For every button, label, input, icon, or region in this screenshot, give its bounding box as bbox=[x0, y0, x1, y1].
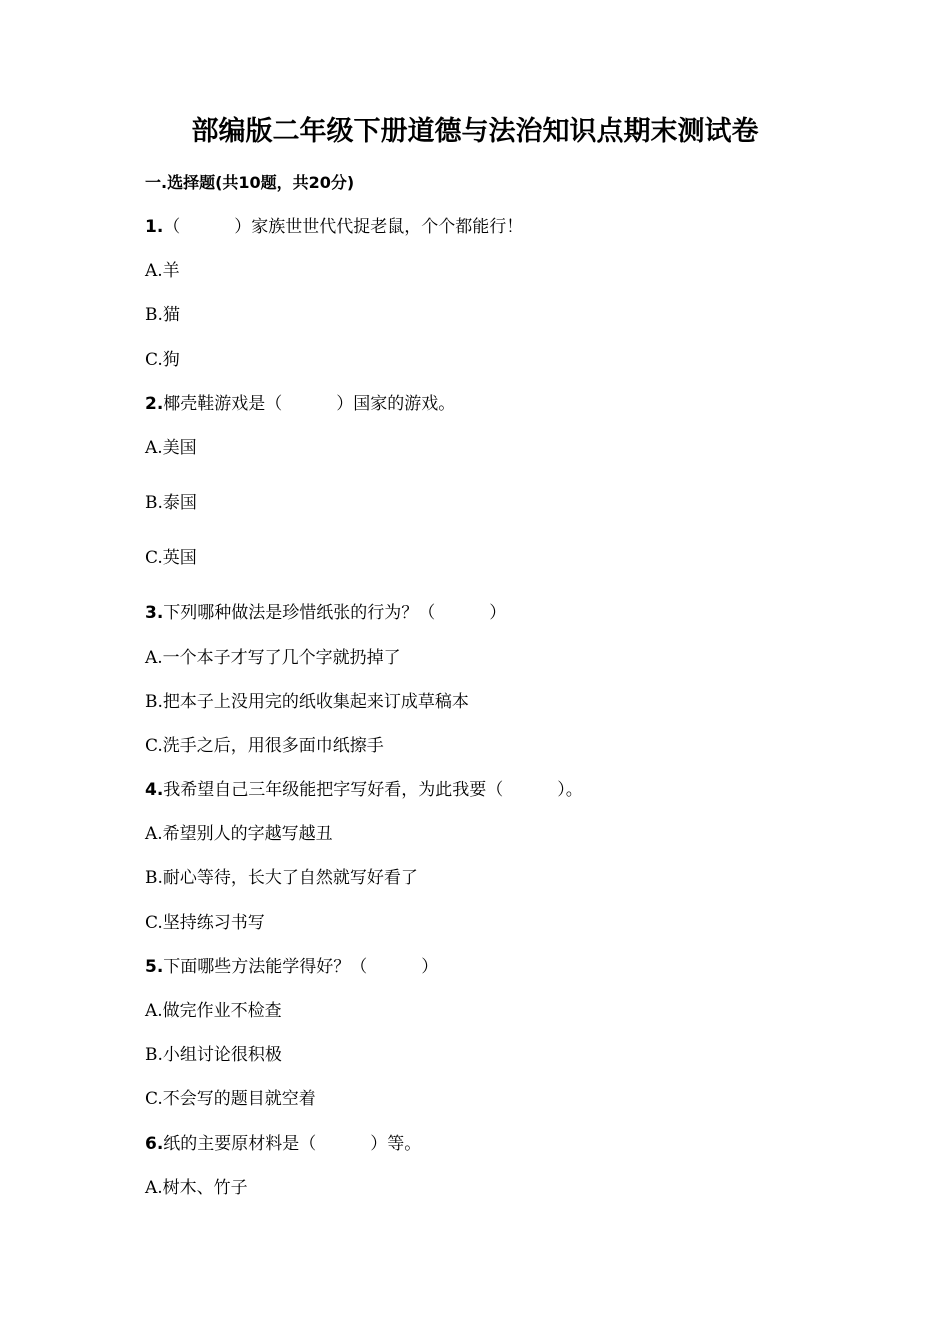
question-stem-end: ）等。 bbox=[370, 1134, 422, 1154]
option-4c: C.坚持练习书写 bbox=[145, 913, 265, 933]
option-1a: A.羊 bbox=[145, 261, 180, 281]
question-stem-end: ）国家的游戏。 bbox=[336, 394, 456, 414]
option-5a: A.做完作业不检查 bbox=[145, 1001, 282, 1021]
question-number: 6. bbox=[145, 1134, 164, 1154]
question-stem-end: ）家族世世代代捉老鼠，个个都能行！ bbox=[234, 217, 524, 237]
question-stem-start: 纸的主要原材料是（ bbox=[163, 1134, 317, 1154]
option-4b: B.耐心等待，长大了自然就写好看了 bbox=[145, 868, 418, 888]
question-number: 3. bbox=[145, 603, 164, 623]
question-number: 2. bbox=[145, 394, 164, 414]
section-heading: 一.选择题(共10题，共20分) bbox=[145, 173, 355, 192]
option-4a: A.希望别人的字越写越丑 bbox=[145, 824, 333, 844]
question-stem-start: 下面哪些方法能学得好？（ bbox=[163, 957, 368, 977]
option-1b: B.猫 bbox=[145, 305, 180, 325]
question-5 bbox=[145, 954, 438, 980]
option-3b: B.把本子上没用完的纸收集起来订成草稿本 bbox=[145, 692, 469, 712]
question-stem-start: （ bbox=[163, 217, 181, 237]
question-3 bbox=[145, 600, 506, 626]
question-4 bbox=[145, 777, 583, 803]
question-6 bbox=[145, 1131, 421, 1157]
option-2a: A.美国 bbox=[145, 438, 197, 458]
option-5c: C.不会写的题目就空着 bbox=[145, 1089, 316, 1109]
option-3a: A.一个本子才写了几个字就扔掉了 bbox=[145, 648, 401, 668]
question-number: 4. bbox=[145, 780, 164, 800]
question-number: 5. bbox=[145, 957, 164, 977]
question-stem-start: 我希望自己三年级能把字写好看，为此我要（ bbox=[163, 780, 504, 800]
option-5b: B.小组讨论很积极 bbox=[145, 1045, 282, 1065]
question-2 bbox=[145, 391, 455, 417]
question-number: 1. bbox=[145, 217, 164, 237]
question-stem-start: 椰壳鞋游戏是（ bbox=[163, 394, 283, 414]
question-stem-end: ） bbox=[489, 603, 507, 623]
question-stem-start: 下列哪种做法是珍惜纸张的行为？（ bbox=[163, 603, 436, 623]
question-stem-end: ）。 bbox=[557, 780, 583, 800]
option-3c: C.洗手之后，用很多面巾纸擦手 bbox=[145, 736, 384, 756]
question-1 bbox=[145, 214, 523, 240]
option-6a: A.树木、竹子 bbox=[145, 1178, 248, 1198]
option-2b: B.泰国 bbox=[145, 493, 197, 513]
option-1c: C.狗 bbox=[145, 350, 180, 370]
page-title: 部编版二年级下册道德与法治知识点期末测试卷 bbox=[191, 116, 759, 147]
option-2c: C.英国 bbox=[145, 548, 197, 568]
question-stem-end: ） bbox=[421, 957, 439, 977]
